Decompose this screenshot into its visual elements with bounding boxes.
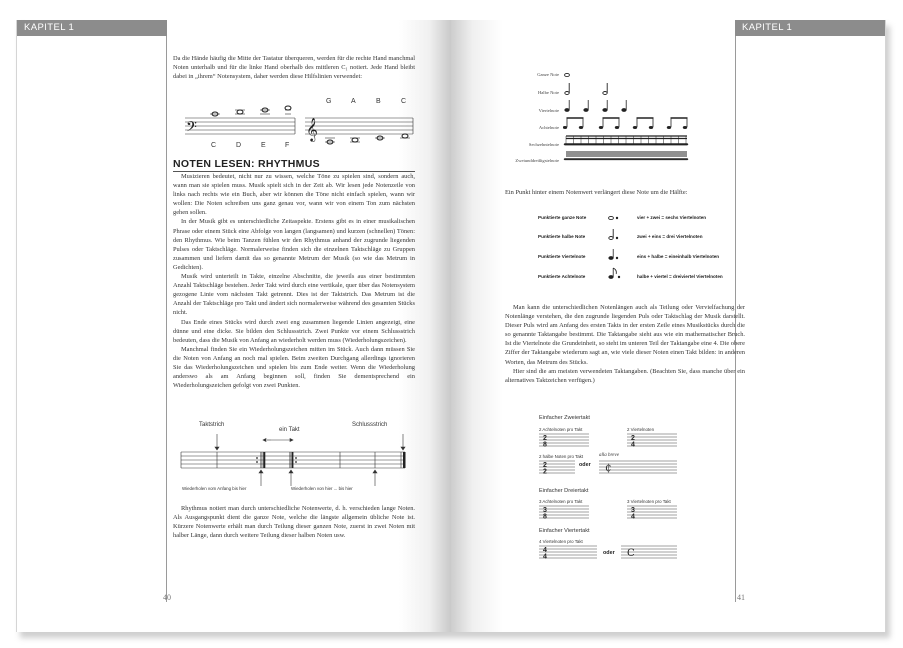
- dotted-note-label: Punktierte halbe Note: [538, 234, 586, 239]
- label-schlussstrich: Schlussstrich: [352, 422, 388, 428]
- body-paragraph: Musizieren bedeutet, nicht nur zu wissen, welche Töne zu spielen sind, sondern auch, wann man sie spielen muss. Musik spielt sich in der Zeit ab. Wir lesen jede Notenzeile von links nach rechts wie ein Buch, aber wir können die Töne nicht einfach spielen, wann wir wollen: Die Noten schreiben uns ganz genau vor, wann wir von einem Ton zum nächsten gehen sollen.: [173, 173, 415, 217]
- bass-note-label: D: [236, 142, 242, 149]
- body-paragraph: Hier sind die am meisten verwendeten Taktangaben. (Beachten Sie, dass manche über ein alternatives Taktzeichen verfügen.): [505, 367, 745, 384]
- time-signature-caption: 4 Viertelnoten pro Takt: [539, 539, 583, 544]
- ts-bottom: 4: [631, 513, 635, 521]
- note-value-label: Achtelnote: [538, 125, 559, 130]
- or-label: oder: [603, 550, 615, 556]
- ts-bottom: 8: [543, 513, 547, 521]
- dotted-note-equation: zwei + eins = drei Viertelnoten: [637, 234, 703, 239]
- svg-text:𝄢: 𝄢: [186, 119, 197, 139]
- right-body-text: [505, 303, 745, 385]
- treble-note-label: G: [326, 98, 332, 105]
- right-page: [451, 20, 886, 632]
- bass-note-label: F: [285, 142, 290, 149]
- note-value-label: Ganze Note: [537, 72, 559, 77]
- page-number-right: 41: [737, 593, 745, 602]
- note-value-label: Sechzehntelnote: [528, 142, 559, 147]
- body-paragraph: Man kann die unterschiedlichen Notenlängen auch als Teilung oder Vervielfachung der Notenlänge verstehen, die den zugrunde liegenden Puls oder Taktschlag der Musik darstellt. Dieser Puls wird am Anfang des ersten Takts in der ersten Zeile eines Musikstücks durch die so genannte Taktangabe bestimmt. Die Taktangabe sieht aus wie ein mathematischer Bruch. Ist die Viertelnote die Grundeinheit, so steht im unteren Teil der Taktangabe eine 4. Die obere Ziffer der Taktangabe wiederum sagt an, wie viele dieser Noten einen Takt bilden: in anderen Worten, das Metrum des Stücks.: [505, 304, 745, 366]
- ts-bottom: 2: [543, 468, 547, 476]
- body-paragraph: Manchmal finden Sie ein Wiederholungszeichen mitten im Stück. Auch dann müssen Sie die Noten von Anfang an noch mal spielen. Beim zweiten Durchgang allerdings ignorieren Sie das Wiederholungszeichen und spielen bis zum Ende weiter. Wenn die Wiederholung anderswo als am Anfang beginnen soll, finden Sie dementsprechend ein Wiederholungszeichen gefolgt von zwei Punkten.: [173, 345, 415, 390]
- or-label: oder: [579, 462, 591, 468]
- time-signature-staves-figure: [537, 432, 697, 567]
- note-value-label: Viertelnote: [538, 108, 559, 113]
- left-page-margin-rule: [166, 36, 167, 602]
- bass-note-label: E: [261, 142, 266, 149]
- time-signature-group-title: Einfacher Zweiertakt: [539, 415, 590, 421]
- chapter-tab-right: KAPITEL 1: [735, 20, 885, 36]
- time-signature-group-title: Einfacher Dreiertakt: [539, 488, 589, 494]
- dotted-note-equation: eins + halbe = eineinhalb Viertelnoten: [637, 254, 720, 259]
- time-signature-group-title: Einfacher Viertertakt: [539, 528, 590, 534]
- note-values-figure: [563, 68, 723, 168]
- time-signature-caption: 2 Achtelnoten pro Takt: [539, 427, 583, 432]
- time-signature-caption: 2 halbe Noten pro Takt: [539, 454, 584, 459]
- treble-note-label: A: [351, 98, 356, 105]
- common-time-symbol: C: [627, 548, 635, 559]
- section-heading: NOTEN LESEN: RHYTHMUS: [173, 158, 415, 172]
- ts-top: 2: [543, 462, 547, 469]
- ts-bottom: 8: [543, 441, 547, 449]
- note-value-label: Halbe Note: [537, 90, 559, 95]
- chapter-tab-left: KAPITEL 1: [17, 20, 167, 36]
- body-paragraph: Das Ende eines Stücks wird durch zwei eng zusammen liegende Linien angezeigt, eine dünne und eine dicke. Sie bilden den Schlussstrich. Zwei Punkte vor einem Schlussstrich bedeuten, dass die Musik von Anfang an wiederholt werden muss (Wiederholungszeichen).: [173, 318, 415, 344]
- closing-paragraph: Rhythmus notiert man durch unterschiedliche Notenwerte, d. h. verschieden lange Noten. Als Ausgangspunkt dient die ganze Note, welche die längste allgemein übliche Note ist. Kürzere Notenwerte erhält man durch Teilung dieser ganzen Note, zuerst in zwei Noten mit halber Länge, dann durch weitere Teilung dieser halben Noten usw.: [173, 505, 415, 540]
- ts-top: 3: [543, 507, 547, 514]
- dotted-notes-figure: [607, 210, 627, 282]
- dotted-note-label: Punktierte ganze Note: [538, 215, 587, 220]
- ts-top: 3: [631, 507, 635, 514]
- time-signature-caption: 2 Viertelnoten: [627, 427, 655, 432]
- time-signature-caption: 3 Achtelnoten pro Takt: [539, 499, 583, 504]
- note-value-label: Zweiunddreißigstelnote: [515, 158, 559, 163]
- bar-line-figure: [175, 430, 415, 490]
- dotted-note-label: Punktierte Achtelnote: [538, 274, 586, 279]
- open-book: [16, 20, 886, 632]
- time-signature-caption: 3 Viertelnoten pro Takt: [627, 499, 671, 504]
- label-ein-takt: ein Takt: [279, 427, 300, 433]
- label-taktstrich: Taktstrich: [199, 422, 225, 428]
- ts-top: 2: [631, 435, 635, 442]
- dotted-note-label: Punktierte Viertelnote: [538, 254, 586, 259]
- alla-breve-symbol: ₵: [605, 463, 612, 474]
- body-paragraph: In der Musik gibt es unterschiedliche Zeitaspekte. Erstens gibt es in einer musikalischen Phrase oder einem Stück eine Abfolge von langen (langsamen) und kurzen (schnellen) Tönen: den Rhythmus. Wie beim Tanzen fühlen wir den Rhythmus anhand der zugrunde liegenden Pulses oder Taktschläge. Normalerweise finden sich die einzelnen Taktschläge zu Gruppen zusammen und liefern damit das so genannte Metrum der Musik (so wie das Metrum in Gedichten).: [173, 218, 415, 271]
- dotted-note-intro: Ein Punkt hinter einem Notenwert verlängert diese Note um die Hälfte:: [505, 189, 688, 196]
- ts-top: 4: [543, 547, 547, 554]
- alla-breve-caption: alla breve: [599, 453, 619, 458]
- ts-bottom: 4: [543, 553, 547, 561]
- treble-note-label: C: [401, 98, 407, 105]
- dotted-note-equation: halbe + viertel = dreiviertel Viertelnoten: [637, 274, 723, 279]
- bass-note-label: C: [211, 142, 217, 149]
- left-page: [16, 20, 451, 632]
- page-number-left: 40: [163, 593, 171, 602]
- ts-bottom: 4: [631, 441, 635, 449]
- svg-text:𝄞: 𝄞: [306, 117, 318, 141]
- body-paragraph: Musik wird unterteilt in Takte, einzelne Abschnitte, die jeweils aus einer bestimmten Anzahl Taktschläge bestehen. Jeder Takt wird durch eine vertikale, quer über das Notensystem gezogene Linie vom nächsten Takt getrennt. Dies ist der Taktstrich. Das Metrum ist die Anzahl der Taktschläge pro Takt und ändert sich normalerweise während des gesamten Stücks nicht.: [173, 273, 415, 317]
- caption-repeat-from-here: Wiederholen von hier ... bis hier: [291, 486, 353, 491]
- caption-repeat-from-start: Wiederholen vom Anfang bis hier: [182, 486, 247, 491]
- intro-paragraph: Da die Hände häufig die Mitte der Tastatur überqueren, werden für die rechte Hand manchmal Noten unterhalb und für die linke Hand oberhalb des mittleren C₁ notiert. Jede Hand bleibt dabei in „ihrem“ Notensystem, daher werden diese Hilfslinien verwendet:: [173, 55, 415, 81]
- dotted-note-equation: vier + zwei = sechs Viertelnoten: [637, 215, 707, 220]
- rhythm-body-text: [173, 172, 415, 390]
- ts-top: 2: [543, 435, 547, 442]
- treble-note-label: B: [376, 98, 381, 105]
